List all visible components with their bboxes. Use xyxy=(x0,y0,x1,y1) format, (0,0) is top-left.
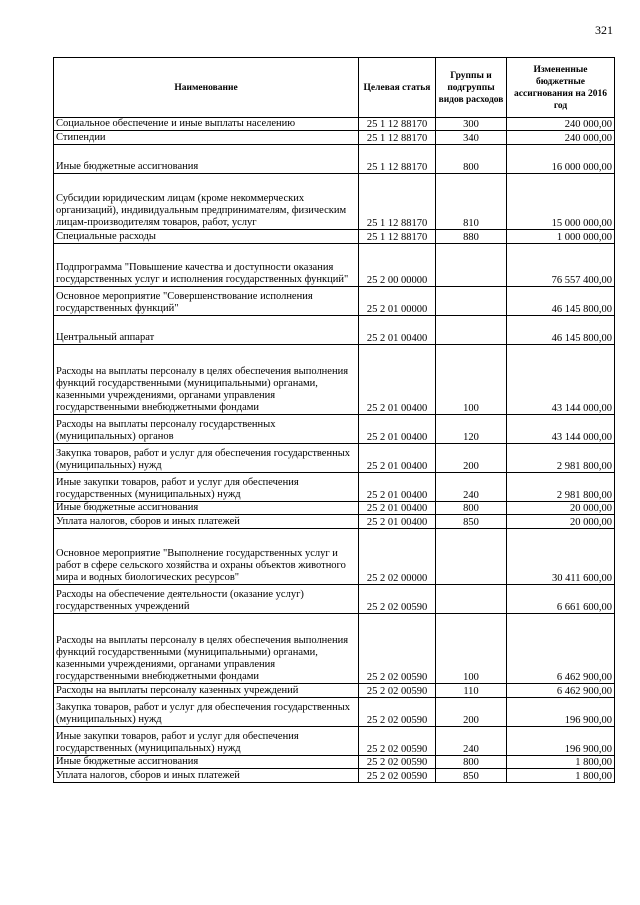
row-amount: 240 000,00 xyxy=(507,131,615,145)
row-name: Иные бюджетные ассигнования xyxy=(54,502,359,515)
table-row xyxy=(54,502,615,515)
row-name: Иные закупки товаров, работ и услуг для обеспечения государственных (муниципальных) нужд xyxy=(54,473,359,502)
row-amount: 196 900,00 xyxy=(507,727,615,756)
row-expense-group: 240 xyxy=(436,473,507,502)
row-amount: 46 145 800,00 xyxy=(507,287,615,316)
row-amount: 43 144 000,00 xyxy=(507,345,615,415)
header-expense-groups: Группы и подгруппы видов расходов xyxy=(436,58,507,118)
row-name: Центральный аппарат xyxy=(54,316,359,345)
row-amount: 16 000 000,00 xyxy=(507,145,615,174)
row-amount: 6 661 600,00 xyxy=(507,585,615,614)
table-row xyxy=(54,230,615,244)
row-target-article: 25 2 00 00000 xyxy=(359,244,436,287)
row-name: Уплата налогов, сборов и иных платежей xyxy=(54,769,359,783)
row-name: Основное мероприятие "Совершенствование исполнения государственных функций" xyxy=(54,287,359,316)
table-row xyxy=(54,769,615,783)
table-row xyxy=(54,316,615,345)
table-row xyxy=(54,415,615,444)
row-amount: 6 462 900,00 xyxy=(507,614,615,684)
row-amount: 20 000,00 xyxy=(507,502,615,515)
row-target-article: 25 1 12 88170 xyxy=(359,230,436,244)
row-target-article: 25 2 01 00400 xyxy=(359,345,436,415)
row-amount: 1 800,00 xyxy=(507,756,615,769)
row-amount: 1 000 000,00 xyxy=(507,230,615,244)
row-name: Закупка товаров, работ и услуг для обеспечения государственных (муниципальных) нужд xyxy=(54,698,359,727)
table-row xyxy=(54,614,615,684)
row-target-article: 25 2 02 00000 xyxy=(359,529,436,585)
row-name: Иные бюджетные ассигнования xyxy=(54,145,359,174)
table-row xyxy=(54,174,615,230)
row-amount: 30 411 600,00 xyxy=(507,529,615,585)
row-amount: 20 000,00 xyxy=(507,515,615,529)
row-expense-group: 800 xyxy=(436,502,507,515)
row-expense-group: 100 xyxy=(436,614,507,684)
row-target-article: 25 1 12 88170 xyxy=(359,118,436,131)
row-expense-group xyxy=(436,287,507,316)
row-expense-group xyxy=(436,529,507,585)
row-name: Расходы на выплаты персоналу в целях обеспечения выполнения функций государственными (муниципальными) органами, казенными учреждениями, органами управления государственными внебюджетными фондами xyxy=(54,345,359,415)
header-target-article: Целевая статья xyxy=(359,58,436,118)
table-row xyxy=(54,131,615,145)
row-expense-group: 300 xyxy=(436,118,507,131)
row-target-article: 25 2 01 00400 xyxy=(359,444,436,473)
table-row xyxy=(54,698,615,727)
row-amount: 196 900,00 xyxy=(507,698,615,727)
row-target-article: 25 2 01 00400 xyxy=(359,502,436,515)
row-target-article: 25 2 02 00590 xyxy=(359,698,436,727)
row-target-article: 25 2 02 00590 xyxy=(359,756,436,769)
row-name: Расходы на выплаты персоналу в целях обеспечения выполнения функций государственными (муниципальными) органами, казенными учреждениями, органами управления государственными внебюджетными фондами xyxy=(54,614,359,684)
table-row xyxy=(54,756,615,769)
row-expense-group: 800 xyxy=(436,756,507,769)
row-amount: 15 000 000,00 xyxy=(507,174,615,230)
row-amount: 2 981 800,00 xyxy=(507,444,615,473)
table-row xyxy=(54,118,615,131)
row-expense-group xyxy=(436,316,507,345)
row-target-article: 25 1 12 88170 xyxy=(359,174,436,230)
row-expense-group xyxy=(436,585,507,614)
row-name: Специальные расходы xyxy=(54,230,359,244)
table-row xyxy=(54,345,615,415)
row-target-article: 25 1 12 88170 xyxy=(359,131,436,145)
row-target-article: 25 2 01 00400 xyxy=(359,415,436,444)
row-name: Закупка товаров, работ и услуг для обеспечения государственных (муниципальных) нужд xyxy=(54,444,359,473)
row-target-article: 25 1 12 88170 xyxy=(359,145,436,174)
row-target-article: 25 2 01 00400 xyxy=(359,515,436,529)
row-expense-group: 200 xyxy=(436,698,507,727)
table-header-row xyxy=(54,58,615,118)
table-row xyxy=(54,515,615,529)
row-amount: 2 981 800,00 xyxy=(507,473,615,502)
row-target-article: 25 2 02 00590 xyxy=(359,614,436,684)
row-expense-group: 200 xyxy=(436,444,507,473)
row-expense-group: 120 xyxy=(436,415,507,444)
table-row xyxy=(54,244,615,287)
table-row xyxy=(54,529,615,585)
table-row xyxy=(54,444,615,473)
page-number: 321 xyxy=(595,23,613,37)
row-name: Социальное обеспечение и иные выплаты населению xyxy=(54,118,359,131)
row-target-article: 25 2 02 00590 xyxy=(359,727,436,756)
row-target-article: 25 2 01 00000 xyxy=(359,287,436,316)
row-expense-group: 240 xyxy=(436,727,507,756)
row-expense-group: 340 xyxy=(436,131,507,145)
budget-table xyxy=(53,57,615,783)
row-name: Расходы на выплаты персоналу казенных учреждений xyxy=(54,684,359,698)
row-amount: 43 144 000,00 xyxy=(507,415,615,444)
row-expense-group: 850 xyxy=(436,515,507,529)
row-name: Иные закупки товаров, работ и услуг для обеспечения государственных (муниципальных) нужд xyxy=(54,727,359,756)
row-expense-group: 880 xyxy=(436,230,507,244)
row-name: Стипендии xyxy=(54,131,359,145)
table-row xyxy=(54,287,615,316)
row-target-article: 25 2 01 00400 xyxy=(359,316,436,345)
table-row xyxy=(54,145,615,174)
row-target-article: 25 2 01 00400 xyxy=(359,473,436,502)
row-expense-group: 800 xyxy=(436,145,507,174)
table-row xyxy=(54,473,615,502)
header-amount: Измененные бюджетные ассигнования на 2016 год xyxy=(507,58,615,118)
header-name: Наименование xyxy=(54,58,359,118)
row-name: Иные бюджетные ассигнования xyxy=(54,756,359,769)
row-amount: 240 000,00 xyxy=(507,118,615,131)
row-target-article: 25 2 02 00590 xyxy=(359,585,436,614)
row-expense-group xyxy=(436,244,507,287)
row-name: Основное мероприятие "Выполнение государственных услуг и работ в сфере сельского хозяйства и охраны объектов животного мира и водных биологических ресурсов" xyxy=(54,529,359,585)
row-target-article: 25 2 02 00590 xyxy=(359,769,436,783)
row-name: Уплата налогов, сборов и иных платежей xyxy=(54,515,359,529)
row-amount: 6 462 900,00 xyxy=(507,684,615,698)
row-expense-group: 100 xyxy=(436,345,507,415)
row-expense-group: 850 xyxy=(436,769,507,783)
row-expense-group: 110 xyxy=(436,684,507,698)
row-target-article: 25 2 02 00590 xyxy=(359,684,436,698)
row-name: Расходы на обеспечение деятельности (оказание услуг) государственных учреждений xyxy=(54,585,359,614)
table-row xyxy=(54,585,615,614)
row-name: Расходы на выплаты персоналу государственных (муниципальных) органов xyxy=(54,415,359,444)
row-name: Подпрограмма "Повышение качества и доступности оказания государственных услуг и исполнения государственных функций" xyxy=(54,244,359,287)
table-row xyxy=(54,727,615,756)
row-name: Субсидии юридическим лицам (кроме некоммерческих организаций), индивидуальным предпринимателям, физическим лицам-производителям товаров, работ, услуг xyxy=(54,174,359,230)
row-amount: 1 800,00 xyxy=(507,769,615,783)
row-amount: 76 557 400,00 xyxy=(507,244,615,287)
table-row xyxy=(54,684,615,698)
row-amount: 46 145 800,00 xyxy=(507,316,615,345)
row-expense-group: 810 xyxy=(436,174,507,230)
